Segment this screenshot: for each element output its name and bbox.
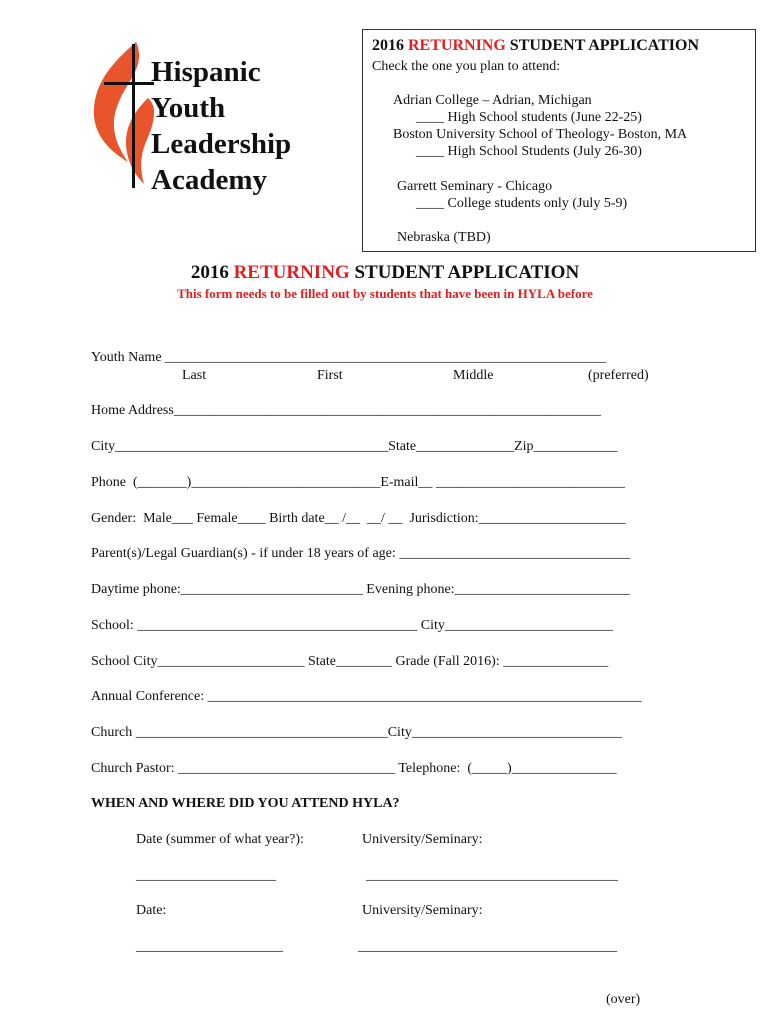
university2-label: University/Seminary:	[362, 903, 483, 918]
option-boston-name: Boston University School of Theology- Boston, MA	[393, 127, 688, 142]
attendance-heading: WHEN AND WHERE DID YOU ATTEND HYLA?	[91, 796, 400, 811]
name-middle-label: Middle	[453, 368, 494, 383]
option-nebraska-name: Nebraska (TBD)	[397, 230, 491, 245]
daytime-evening-phone-field[interactable]: Daytime phone:__________________________ Evening phone:_________________________	[91, 582, 630, 597]
phone-email-field[interactable]: Phone (_______)___________________________E-mail__ ___________________________	[91, 475, 625, 490]
date1-label: Date (summer of what year?):	[136, 832, 304, 847]
guardian-field[interactable]: Parent(s)/Legal Guardian(s) - if under 18 years of age: _________________________________	[91, 546, 631, 561]
title-year: 2016	[190, 262, 229, 283]
church-pastor-field[interactable]: Church Pastor: _______________________________ Telephone: (_____)_______________	[91, 761, 617, 776]
gender-birthdate-field[interactable]: Gender: Male___ Female____ Birth date__ /__ __/ __ Jurisdiction:_____________________	[91, 511, 626, 526]
annual-conference-field[interactable]: Annual Conference: ______________________________________________________________	[91, 689, 642, 704]
logo-line-4: Academy	[151, 164, 267, 196]
name-preferred-label: (preferred)	[588, 368, 649, 383]
box-title-rest: STUDENT APPLICATION	[509, 37, 700, 54]
option-boston-detail[interactable]: ____ High School Students (July 26-30)	[416, 144, 642, 159]
youth-name-field[interactable]: Youth Name _______________________________________________________________	[91, 350, 607, 365]
box-title-year: 2016	[372, 37, 404, 54]
option-garrett-name: Garrett Seminary - Chicago	[397, 179, 553, 194]
option-garrett-detail[interactable]: ____ College students only (July 5-9)	[416, 196, 628, 211]
box-title	[372, 37, 699, 55]
name-first-label: First	[317, 368, 343, 383]
logo-line-1: Hispanic	[151, 56, 261, 88]
logo-line-2: Youth	[151, 92, 226, 124]
university1-label: University/Seminary:	[362, 832, 483, 847]
box-title-highlight: RETURNING	[408, 37, 506, 54]
logo-line-3: Leadership	[151, 128, 292, 160]
over-note: (over)	[606, 992, 641, 1007]
page-subtitle: This form needs to be filled out by students that have been in HYLA before	[177, 286, 593, 301]
box-instruction: Check the one you plan to attend:	[372, 59, 561, 74]
university2-input[interactable]: _____________________________________	[358, 939, 617, 954]
cross-flame-icon	[88, 38, 158, 190]
date1-input[interactable]: ____________________	[136, 868, 276, 883]
city-state-zip-field[interactable]: City_______________________________________State______________Zip____________	[91, 439, 618, 454]
title-highlight: RETURNING	[233, 262, 350, 283]
page-title	[0, 262, 770, 284]
option-adrian-name: Adrian College – Adrian, Michigan	[393, 93, 592, 108]
university1-input[interactable]: ____________________________________	[366, 868, 618, 883]
date2-label: Date:	[136, 903, 167, 918]
option-adrian-detail[interactable]: ____ High School students (June 22-25)	[416, 110, 642, 125]
name-last-label: Last	[182, 368, 207, 383]
date2-input[interactable]: _____________________	[136, 939, 283, 954]
school-field[interactable]: School: ________________________________________ City________________________	[91, 618, 613, 633]
school-city-grade-field[interactable]: School City_____________________ State________ Grade (Fall 2016): _______________	[91, 654, 609, 669]
home-address-field[interactable]: Home Address_____________________________________________________________	[91, 403, 601, 418]
church-city-field[interactable]: Church ____________________________________City______________________________	[91, 725, 622, 740]
title-rest: STUDENT APPLICATION	[354, 262, 580, 283]
attendance-option-box	[362, 29, 756, 252]
